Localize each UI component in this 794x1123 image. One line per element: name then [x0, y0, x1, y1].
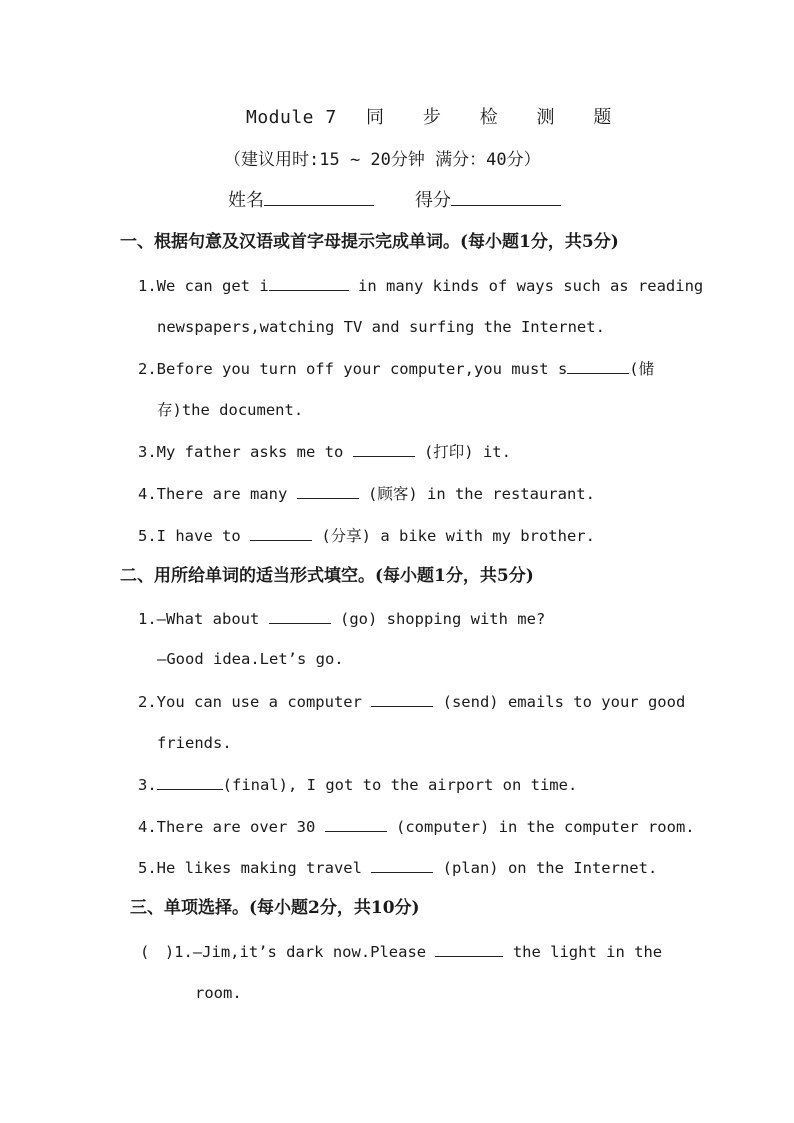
answer-blank — [250, 525, 312, 541]
score-label: 得分 — [415, 190, 451, 211]
question — [138, 358, 654, 379]
question — [138, 608, 545, 629]
title-name: 同 步 检 测 题 — [366, 107, 626, 128]
question-text: We can get i — [156, 277, 269, 295]
subtitle: （建议用时:15 ~ 20分钟 满分：40分） — [224, 150, 541, 170]
answer-blank — [371, 691, 433, 707]
answer-blank — [567, 358, 629, 374]
score-field — [415, 190, 561, 211]
question-number: 4. — [138, 485, 157, 503]
question-number: 2. — [138, 360, 157, 378]
question — [138, 525, 595, 546]
question-continuation: friends. — [157, 734, 232, 752]
question-text: There are over 30 — [156, 818, 325, 836]
question-continuation: 存)the document. — [157, 401, 304, 419]
answer-blank — [435, 941, 503, 957]
answer-blank — [269, 608, 331, 624]
module-label: Module 7 — [246, 107, 337, 128]
question-text: I have to — [156, 527, 250, 545]
question-text: (顾客) in the restaurant. — [358, 485, 595, 503]
question-text: (储 — [629, 360, 655, 378]
question-number: 5. — [138, 527, 157, 545]
question-text: (send) emails to your good — [433, 693, 686, 711]
question-text: (final), I got to the airport on time. — [222, 776, 578, 794]
question-text: You can use a computer — [156, 693, 372, 711]
question-continuation: newspapers,watching TV and surfing the Internet. — [157, 318, 605, 336]
answer-blank — [325, 816, 387, 832]
question-text: (打印) it. — [414, 443, 511, 461]
question — [138, 691, 685, 712]
score-blank — [451, 190, 561, 206]
question-text: He likes making travel — [156, 859, 372, 877]
name-blank — [264, 190, 374, 206]
question-number: 1. — [138, 610, 157, 628]
question-number: 5. — [138, 859, 157, 877]
question-number: 2. — [138, 693, 157, 711]
question-number: 3. — [138, 776, 157, 794]
question — [138, 275, 703, 296]
answer-blank — [157, 774, 223, 790]
answer-blank — [353, 441, 415, 457]
question — [138, 483, 595, 504]
question-text: (分享) a bike with my brother. — [312, 527, 595, 545]
answer-paren: ( ) — [140, 943, 175, 961]
question-text: Before you turn off your computer,you must s — [156, 360, 568, 378]
question — [138, 857, 657, 878]
question — [138, 774, 577, 795]
question-text: There are many — [156, 485, 297, 503]
question — [140, 941, 662, 962]
question-text: —Jim,it’s dark now.Please — [192, 943, 436, 961]
answer-blank — [269, 275, 349, 291]
answer-blank — [371, 857, 433, 873]
question-text: (plan) on the Internet. — [433, 859, 658, 877]
question-text: in many kinds of ways such as reading — [348, 277, 704, 295]
question-text: (computer) in the computer room. — [386, 818, 695, 836]
question-continuation: —Good idea.Let’s go. — [157, 650, 344, 668]
question-number: 4. — [138, 818, 157, 836]
question-number: 3. — [138, 443, 157, 461]
answer-blank — [297, 483, 359, 499]
name-label: 姓名 — [228, 190, 264, 211]
question-text: —What about — [156, 610, 269, 628]
section2-heading: 二、用所给单词的适当形式填空。(每小题1分，共5分) — [120, 566, 534, 586]
section1-heading: 一、根据句意及汉语或首字母提示完成单词。(每小题1分，共5分) — [120, 232, 619, 252]
question-text: (go) shopping with me? — [330, 610, 546, 628]
question-text: My father asks me to — [156, 443, 353, 461]
name-field — [228, 190, 374, 211]
question-number: 1. — [138, 277, 157, 295]
question — [138, 441, 511, 462]
question-text: the light in the — [503, 943, 663, 961]
page-title — [246, 108, 625, 128]
section3-heading: 三、单项选择。(每小题2分，共10分) — [130, 898, 420, 918]
question-continuation: room. — [195, 984, 242, 1002]
question — [138, 816, 695, 837]
question-number: 1. — [174, 943, 193, 961]
